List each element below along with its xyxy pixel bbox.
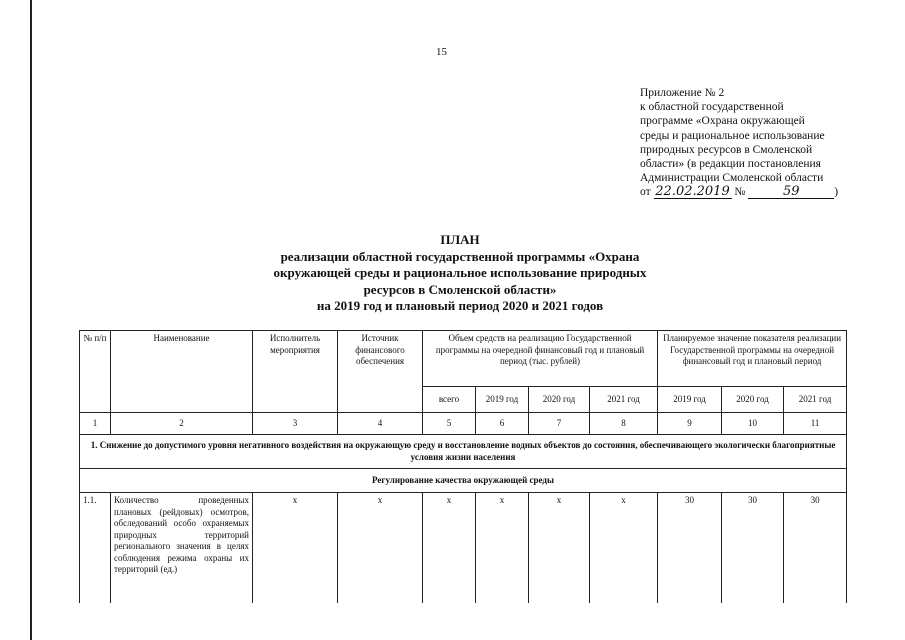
page-edge-line: [30, 0, 32, 640]
annex-line: к областной государственной: [640, 101, 784, 114]
closing-paren: ): [834, 186, 839, 199]
handwritten-date: 22.02.2019: [655, 184, 730, 200]
row-executor: x: [253, 493, 338, 603]
row-2019-indicator: 30: [658, 493, 722, 603]
header-source: Источник финансового обеспечения: [338, 331, 423, 413]
plan-title: [200, 232, 720, 315]
subheader-2020-indicator: 2020 год: [722, 387, 784, 413]
subheader-2020-funds: 2020 год: [529, 387, 590, 413]
annex-line: Администрации Смоленской области: [640, 172, 824, 185]
subsection-title: Регулирование качества окружающей среды: [80, 469, 847, 493]
col-number: 7: [529, 413, 590, 435]
annex-date-line: [640, 185, 885, 199]
annex-line: природных ресурсов в Смоленской: [640, 143, 813, 156]
col-number: 3: [253, 413, 338, 435]
from-label: от: [640, 186, 651, 199]
col-number: 4: [338, 413, 423, 435]
col-number: 10: [722, 413, 784, 435]
subheader-2019-funds: 2019 год: [476, 387, 529, 413]
header-name: Наименование: [111, 331, 253, 413]
col-number: 5: [423, 413, 476, 435]
col-number: 9: [658, 413, 722, 435]
row-source: x: [338, 493, 423, 603]
subsection-row: [80, 469, 847, 493]
row-2021-funds: x: [590, 493, 658, 603]
annex-block: [640, 86, 885, 200]
column-number-row: [80, 413, 847, 435]
col-number: 6: [476, 413, 529, 435]
handwritten-number: 59: [748, 186, 834, 199]
table-header-row: [80, 331, 847, 387]
header-executor: Исполнитель мероприятия: [253, 331, 338, 413]
page-number: 15: [436, 46, 447, 58]
row-2020-funds: x: [529, 493, 590, 603]
subheader-2021-indicator: 2021 год: [784, 387, 847, 413]
number-label: №: [734, 186, 746, 199]
subheader-2019-indicator: 2019 год: [658, 387, 722, 413]
header-indicator: Планируемое значение показателя реализации Государственной программы на очередной финансовый год и плановый период: [658, 331, 847, 387]
row-total: x: [423, 493, 476, 603]
section-title: 1. Снижение до допустимого уровня негативного воздействия на окружающую среду и восстановление водных объектов до состояния, обеспечивающего экологически благоприятные условия жизни населения: [80, 435, 847, 469]
row-2020-indicator: 30: [722, 493, 784, 603]
subheader-2021-funds: 2021 год: [590, 387, 658, 413]
annex-line: области» (в редакции постановления: [640, 158, 821, 171]
col-number: 2: [111, 413, 253, 435]
header-num: № п/п: [80, 331, 111, 413]
table-row: [80, 493, 847, 603]
plan-title-line: ресурсов в Смоленской области»: [363, 281, 557, 297]
row-2019-funds: x: [476, 493, 529, 603]
annex-line: программе «Охрана окружающей: [640, 115, 805, 128]
plan-title-heading: ПЛАН: [440, 232, 480, 247]
plan-title-line: окружающей среды и рациональное использование природных: [273, 265, 647, 280]
plan-table: [79, 330, 847, 603]
col-number: 8: [590, 413, 658, 435]
row-name: Количество проведенных плановых (рейдовых) осмотров, обследований особо охраняемых природных территорий регионального значения в целях соблюдения режима охраны их территорий (ед.): [111, 493, 253, 603]
header-funds: Объем средств на реализацию Государственной программы на очередной финансовый год и плановый период (тыс. рублей): [423, 331, 658, 387]
col-number: 11: [784, 413, 847, 435]
subheader-total: всего: [423, 387, 476, 413]
annex-line: среды и рациональное использование: [640, 129, 825, 142]
row-2021-indicator: 30: [784, 493, 847, 603]
annex-line: Приложение № 2: [640, 87, 725, 99]
section-row: [80, 435, 847, 469]
row-number: 1.1.: [80, 493, 111, 603]
col-number: 1: [80, 413, 111, 435]
plan-title-line: на 2019 год и плановый период 2020 и 2021 годов: [316, 298, 604, 313]
plan-title-line: реализации областной государственной программы «Охрана: [280, 248, 640, 264]
